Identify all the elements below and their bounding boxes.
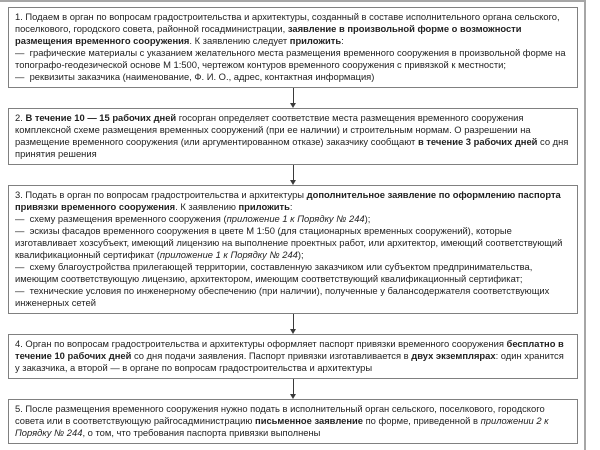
text-run: — эскизы фасадов временного сооружения в цвете М 1:50 (для стационарных временных сооружений), которые изготавливает хозсубъект, имеющий лицензию на выполнение проектных работ, или архитектор, имеющий соответствующий квалификационный сертификат (: [15, 225, 563, 260]
step-1-paragraph-1: [15, 11, 571, 47]
text-run: госорган определяет соответствие места размещения временного сооружения комплексной схеме размещения временных сооружений (при ее наличии) и строительным нормам. О разрешении на размещение временного сооружения (или аргументированном отказе) заказчику сообщают: [15, 112, 531, 147]
text-run: 4. Орган по вопросам градостроительства и архитектуры оформляет паспорт привязки временного сооружения: [15, 338, 507, 349]
text-run-bold: приложить: [238, 201, 290, 212]
text-run: — реквизиты заказчика (наименование, Ф. И. О., адрес, контактная информация): [15, 71, 375, 82]
step-3-paragraph-2: [15, 213, 571, 225]
text-run: 3. Подать в орган по вопросам градостроительства и архитектуры: [15, 189, 307, 200]
frame-top-edge: [0, 0, 586, 2]
text-run-bold: бесплатно в течение 10 рабочих дней: [15, 338, 564, 361]
text-run: :: [341, 35, 344, 46]
step-3-paragraph-5: [15, 285, 571, 309]
text-run-bold: приложить: [289, 35, 342, 46]
text-run: , о том, что требования паспорта привязки выполнены: [82, 427, 321, 438]
text-run-bold: двух экземплярах: [411, 350, 496, 361]
text-run-bold: В течение 10 — 15 рабочих дней: [25, 112, 177, 123]
step-3-paragraph-3: [15, 225, 571, 261]
arrow-line: [293, 165, 294, 180]
step-box-1: [8, 7, 578, 88]
step-1-paragraph-3: [15, 71, 571, 83]
step-4-paragraph-1: [15, 338, 571, 374]
arrow-down-icon: [8, 165, 578, 185]
text-run: — графические материалы с указанием желательного места размещения временного сооружения в произвольной форме на топографо-геодезической основе М 1:500, чертежом контуров временного сооружения с привязкой к местности;: [15, 47, 566, 70]
arrow-down-icon: [8, 88, 578, 108]
text-run: по форме, приведенной в: [363, 415, 481, 426]
text-run: :: [289, 201, 293, 212]
text-run-bold: в течение 3 рабочих дней: [417, 136, 538, 147]
text-run-bold: дополнительное заявление по оформлению паспорта привязки временного сооружения: [15, 189, 561, 212]
text-run: — схему благоустройства прилегающей территории, составленную заказчиком или субъектом предпринимательства, имеющим соответствующую лицензию, архитектором, имеющим соответствующий квалификационный сертификат;: [15, 261, 533, 284]
text-run: . К заявлению следует: [189, 35, 290, 46]
step-3-paragraph-1: [15, 189, 571, 213]
text-run: );: [364, 213, 371, 224]
frame-right-edge: [584, 0, 586, 450]
text-run-bold: заявление в произвольной форме о возможности размещения временного сооружения: [15, 23, 522, 46]
text-run: — схему размещения временного сооружения (: [15, 213, 227, 224]
step-2-paragraph-1: [15, 112, 571, 160]
text-run: со дня подачи заявления. Паспорт привязки изготавливается в: [131, 350, 412, 361]
text-run: — технические условия по инженерному обеспечению (при наличии), полученные у балансодержателя соответствующих инженерных сетей: [15, 285, 550, 308]
flowchart: [8, 7, 578, 444]
text-run: );: [297, 249, 304, 260]
arrow-line: [293, 314, 294, 329]
step-box-3: [8, 185, 578, 314]
step-1-paragraph-2: [15, 47, 571, 71]
text-run-italic: приложении 2 к Порядку № 244: [15, 415, 549, 438]
step-box-5: [8, 399, 578, 444]
step-5-paragraph-1: [15, 403, 571, 439]
text-run-italic: приложение 1 к Порядку № 244: [226, 213, 365, 224]
arrow-down-icon: [8, 314, 578, 334]
text-run: 2.: [15, 112, 26, 123]
text-run-bold: письменное заявление: [255, 415, 363, 426]
text-run: 5. После размещения временного сооружения нужно подать в исполнительный орган сельского, поселкового, городского совета или в соответствующую райгосадминистрацию: [15, 403, 545, 426]
step-box-4: [8, 334, 578, 379]
text-run: 1. Подаем в орган по вопросам градостроительства и архитектуры, созданный в составе исполнительного органа сельского, поселкового, городского совета, районной госадминистрации,: [15, 11, 560, 34]
step-box-2: [8, 108, 578, 165]
text-run: : один хранится у заказчика, а второй — в органе по вопросам градостроительства и архитектуры: [15, 350, 564, 373]
text-run: со дня принятия решения: [15, 136, 569, 159]
arrow-line: [293, 379, 294, 394]
text-run-italic: приложение 1 к Порядку № 244: [159, 249, 298, 260]
step-3-paragraph-4: [15, 261, 571, 285]
arrow-down-icon: [8, 379, 578, 399]
text-run: . К заявлению: [175, 201, 239, 212]
arrow-line: [293, 88, 294, 103]
